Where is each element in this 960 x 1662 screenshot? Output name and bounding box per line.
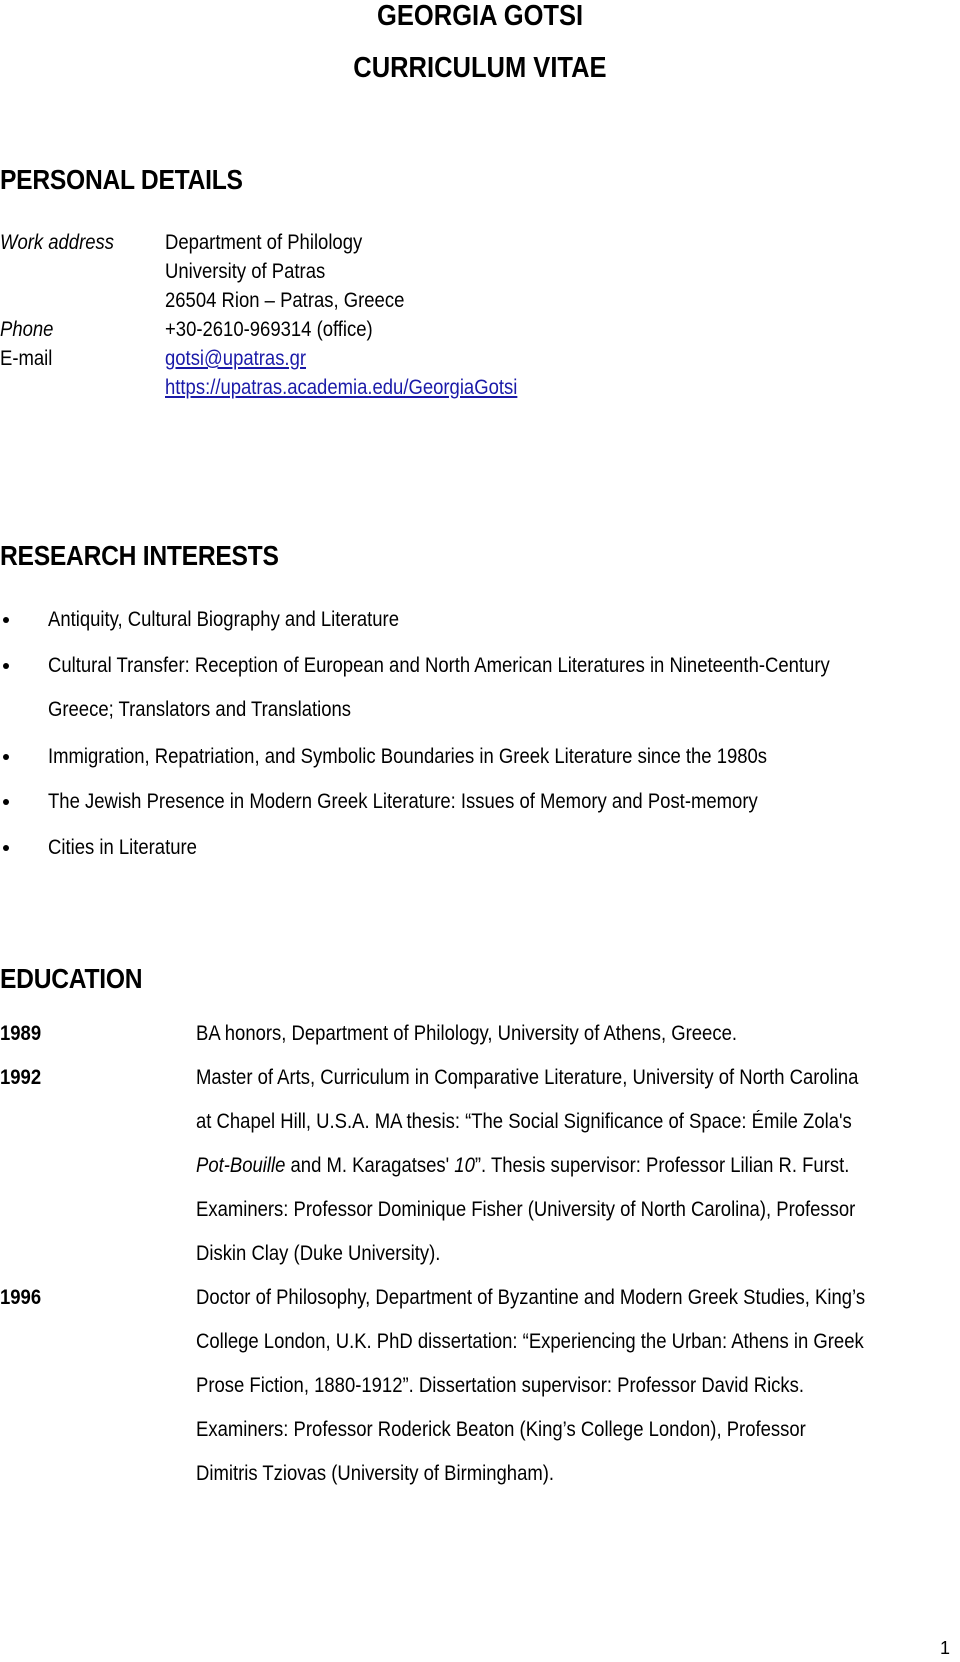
bullet-icon bbox=[3, 617, 9, 623]
research-item-4: The Jewish Presence in Modern Greek Literature: Issues of Memory and Post-memory bbox=[48, 790, 758, 813]
website-link-text[interactable]: https://upatras.academia.edu/GeorgiaGotsi bbox=[165, 376, 518, 399]
document-subtitle: CURRICULUM VITAE bbox=[353, 52, 607, 84]
education-1992-line-2: at Chapel Hill, U.S.A. MA thesis: “The Social Significance of Space: Émile Zola's bbox=[196, 1110, 852, 1133]
work-address-line-1: Department of Philology bbox=[165, 231, 363, 254]
education-year-1996: 1996 bbox=[0, 1286, 42, 1309]
education-1989-line-1: BA honors, Department of Philology, University of Athens, Greece. bbox=[196, 1022, 737, 1045]
thesis-work-title: Pot-Bouille bbox=[196, 1154, 286, 1177]
education-1992-line-5: Diskin Clay (Duke University). bbox=[196, 1242, 441, 1265]
education-1996-line-3: Prose Fiction, 1880-1912”. Dissertation supervisor: Professor David Ricks. bbox=[196, 1374, 805, 1397]
research-item-3: Immigration, Repatriation, and Symbolic Boundaries in Greek Literature since the 1980s bbox=[48, 745, 768, 768]
education-1992-line-1: Master of Arts, Curriculum in Comparative Literature, University of North Carolina bbox=[196, 1066, 859, 1089]
website-link[interactable] bbox=[165, 373, 565, 402]
work-address-line-3: 26504 Rion – Patras, Greece bbox=[165, 289, 405, 312]
research-item-5: Cities in Literature bbox=[48, 836, 197, 859]
education-1996-line-1: Doctor of Philosophy, Department of Byzantine and Modern Greek Studies, King’s bbox=[196, 1286, 866, 1309]
research-item-1: Antiquity, Cultural Biography and Literature bbox=[48, 608, 399, 631]
education-year-1992: 1992 bbox=[0, 1066, 42, 1089]
personal-details-heading: PERSONAL DETAILS bbox=[0, 164, 243, 195]
research-item-2-continued: Greece; Translators and Translations bbox=[48, 698, 352, 721]
thesis-work-number: 10 bbox=[454, 1154, 475, 1177]
work-address-label: Work address bbox=[0, 231, 115, 254]
email-label: E-mail bbox=[0, 347, 53, 370]
research-item-2: Cultural Transfer: Reception of European and North American Literatures in Nineteenth-Century bbox=[48, 654, 830, 677]
bullet-icon bbox=[3, 799, 9, 805]
research-interests-heading: RESEARCH INTERESTS bbox=[0, 540, 279, 571]
phone-value: +30-2610-969314 (office) bbox=[165, 318, 373, 341]
work-address-line-2: University of Patras bbox=[165, 260, 326, 283]
email-link-text[interactable]: gotsi@upatras.gr bbox=[165, 347, 307, 370]
education-1992-line-4: Examiners: Professor Dominique Fisher (University of North Carolina), Professor bbox=[196, 1198, 856, 1221]
education-1992-line-3: Pot-Bouille and M. Karagatses' 10”. Thesis supervisor: Professor Lilian R. Furst. bbox=[196, 1154, 850, 1177]
document-title: GEORGIA GOTSI bbox=[376, 0, 584, 32]
education-1996-line-4: Examiners: Professor Roderick Beaton (King’s College London), Professor bbox=[196, 1418, 806, 1441]
bullet-icon bbox=[3, 663, 9, 669]
bullet-icon bbox=[3, 845, 9, 851]
phone-label: Phone bbox=[0, 318, 54, 341]
education-year-1989: 1989 bbox=[0, 1022, 42, 1045]
page-number: 1 bbox=[939, 1638, 950, 1658]
bullet-icon bbox=[3, 754, 9, 760]
email-link[interactable] bbox=[165, 344, 325, 373]
education-1996-line-2: College London, U.K. PhD dissertation: “Experiencing the Urban: Athens in Greek bbox=[196, 1330, 864, 1353]
education-heading: EDUCATION bbox=[0, 963, 143, 994]
education-1996-line-5: Dimitris Tziovas (University of Birmingham). bbox=[196, 1462, 555, 1485]
